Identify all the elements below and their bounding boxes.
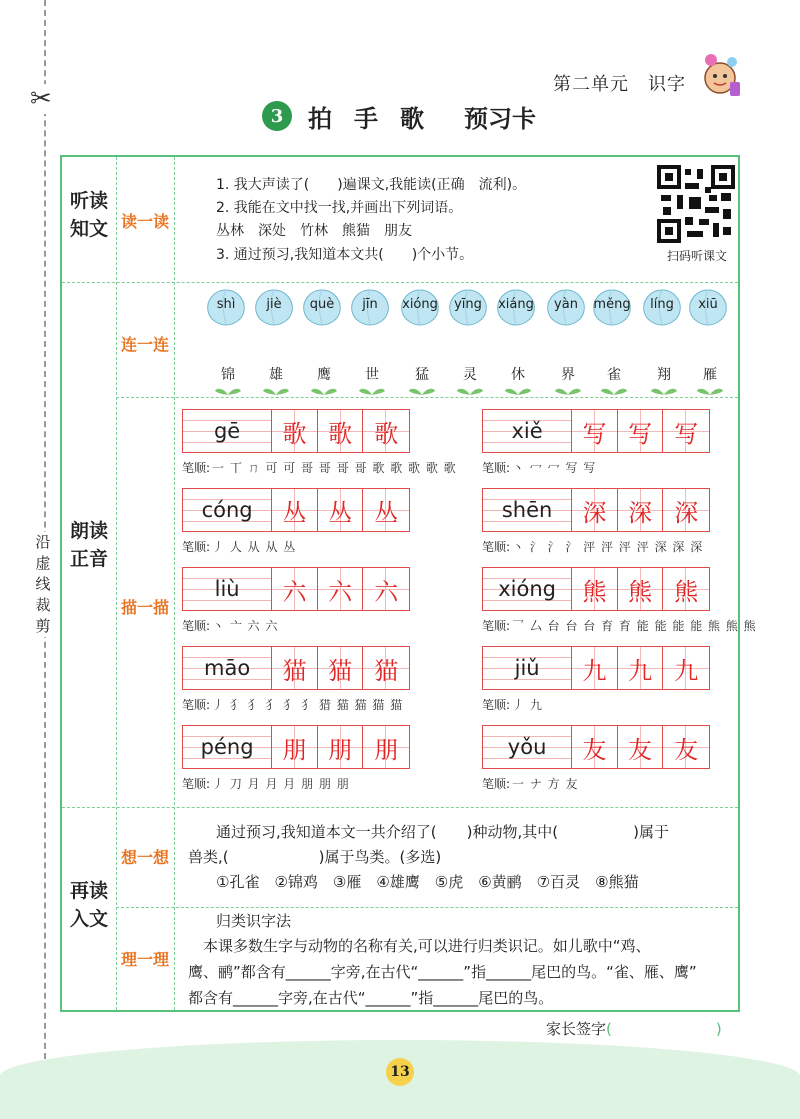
pinyin-cell: gē [183, 410, 272, 452]
trace-box[interactable] [482, 646, 710, 690]
word-list: 丛林 深处 竹林 熊猫 朋友 [216, 223, 412, 239]
stroke-order [182, 775, 350, 792]
stroke-sequence: 一 ナ 方 友 [512, 777, 579, 791]
preview-card-label: 预习卡 [464, 103, 536, 133]
hanzi-sprout[interactable] [254, 364, 298, 396]
trace-box[interactable] [482, 567, 710, 611]
character-cell[interactable]: 丛 [318, 489, 364, 531]
character-cell[interactable]: 友 [572, 726, 618, 768]
character-cell[interactable]: 深 [618, 489, 664, 531]
cut-note: 沿虚线裁剪 [32, 532, 54, 637]
stroke-order [182, 538, 296, 555]
lesson-title [262, 98, 536, 134]
qr-code-icon[interactable] [657, 165, 735, 243]
stroke-sequence: 丶 冖 冖 写 写 [512, 461, 597, 475]
sprout-icon [649, 386, 679, 396]
pinyin-text: měng [593, 297, 631, 312]
sprout-icon [357, 386, 387, 396]
pinyin-peach[interactable] [446, 287, 490, 327]
stroke-order [482, 617, 757, 634]
worksheet-frame [60, 155, 757, 1012]
think-options: ①孔雀 ②锦鸡 ③雁 ④雄鹰 ⑤虎 ⑥黄鹂 ⑦百灵 ⑧熊猫 [216, 873, 639, 891]
hanzi-sprout[interactable] [350, 364, 394, 396]
hanzi-sprout[interactable] [206, 364, 250, 396]
sprout-icon [455, 386, 485, 396]
stroke-order [182, 617, 279, 634]
character-cell[interactable]: 朋 [318, 726, 364, 768]
hanzi-text: 世 [365, 367, 379, 383]
lesson-number: 3 [262, 101, 292, 131]
sub-title-think: 想一想 [120, 848, 169, 867]
hanzi-sprout[interactable] [302, 364, 346, 396]
hanzi-text: 界 [561, 367, 575, 383]
character-cell[interactable]: 六 [318, 568, 364, 610]
parent-signature[interactable]: 家长签字( ) [546, 1020, 722, 1038]
pinyin-peach[interactable] [348, 287, 392, 327]
sprout-icon [599, 386, 629, 396]
character-cell[interactable]: 猫 [363, 647, 409, 689]
character-cell[interactable]: 歌 [318, 410, 364, 452]
sign-label: 家长签字 [546, 1020, 607, 1038]
stroke-label: 笔顺: [182, 540, 211, 554]
lesson-name: 拍手歌 [308, 103, 446, 133]
pinyin-cell: shēn [483, 489, 572, 531]
stroke-sequence: 乛 厶 台 台 台 育 育 能 能 能 能 熊 熊 熊 [512, 619, 757, 633]
trace-box[interactable] [482, 488, 710, 532]
pinyin-cell: jiǔ [483, 647, 572, 689]
section-title-pronounce: 朗读正音 [69, 520, 108, 570]
stroke-sequence: 丶 氵 氵 氵 泙 泙 泙 泙 深 深 深 [512, 540, 704, 554]
stroke-order [482, 459, 596, 476]
hanzi-sprout[interactable] [448, 364, 492, 396]
sprout-icon [503, 386, 533, 396]
hanzi-text: 雀 [607, 367, 621, 383]
stroke-sequence: 丿 人 从 从 丛 [212, 540, 297, 554]
pinyin-peach[interactable] [686, 287, 730, 327]
pinyin-cell: māo [183, 647, 272, 689]
stroke-label: 笔顺: [182, 777, 211, 791]
sub-title-match: 连一连 [120, 335, 169, 354]
pinyin-text: jīn [362, 297, 378, 312]
stroke-label: 笔顺: [482, 540, 511, 554]
stroke-sequence: 丶 亠 六 六 [212, 619, 279, 633]
character-cell[interactable]: 歌 [363, 410, 409, 452]
pinyin-cell: yǒu [483, 726, 572, 768]
divider [62, 282, 738, 283]
trace-box[interactable] [182, 567, 410, 611]
hanzi-text: 雄 [269, 367, 283, 383]
divider [62, 807, 738, 808]
question-2: 2. 我能在文中找一找,并画出下列词语。 [216, 200, 463, 216]
sprout-icon [553, 386, 583, 396]
sort-heading: 归类识字法 [216, 912, 292, 930]
character-cell[interactable]: 猫 [318, 647, 364, 689]
hanzi-sprout[interactable] [546, 364, 590, 396]
pinyin-peach[interactable] [640, 287, 684, 327]
hanzi-sprout[interactable] [592, 364, 636, 396]
trace-box[interactable] [182, 409, 410, 453]
pinyin-text: què [309, 297, 335, 312]
character-cell[interactable]: 友 [663, 726, 709, 768]
pinyin-cell: xióng [483, 568, 572, 610]
stroke-order [482, 696, 543, 713]
stroke-sequence: 丿 犭 犭 犭 犭 犭 猎 猫 猫 猫 猫 [212, 698, 404, 712]
character-cell[interactable]: 朋 [363, 726, 409, 768]
pinyin-text: jiè [266, 297, 282, 312]
character-cell[interactable]: 六 [363, 568, 409, 610]
think-line-2: 兽类,( )属于鸟类。(多选) [188, 848, 442, 866]
divider [174, 157, 175, 1010]
pinyin-peach[interactable] [590, 287, 634, 327]
page-number: 13 [386, 1058, 414, 1086]
sprout-icon [695, 386, 725, 396]
hanzi-sprout[interactable] [642, 364, 686, 396]
stroke-label: 笔顺: [482, 698, 511, 712]
character-cell[interactable]: 猫 [272, 647, 318, 689]
stroke-label: 笔顺: [482, 777, 511, 791]
character-cell[interactable]: 写 [618, 410, 664, 452]
mascot-icon [700, 52, 742, 100]
sprout-icon [407, 386, 437, 396]
character-cell[interactable]: 九 [618, 647, 664, 689]
hanzi-text: 雁 [703, 367, 717, 383]
sub-title-read: 读一读 [120, 212, 169, 231]
character-cell[interactable]: 九 [663, 647, 709, 689]
pinyin-text: yīng [454, 297, 482, 312]
sprout-icon [309, 386, 339, 396]
trace-box[interactable] [182, 725, 410, 769]
pinyin-cell: xiě [483, 410, 572, 452]
divider [116, 397, 738, 398]
character-cell[interactable]: 熊 [663, 568, 709, 610]
stroke-order [482, 538, 703, 555]
stroke-label: 笔顺: [182, 698, 211, 712]
sort-line-2: 鹰、鹂”都含有______字旁,在古代“______”指______尾巴的鸟。“雀、雁、鹰” [188, 963, 697, 981]
pinyin-text: yàn [554, 297, 578, 312]
trace-box[interactable] [482, 725, 710, 769]
sub-title-sort: 理一理 [120, 950, 169, 969]
character-cell[interactable]: 九 [572, 647, 618, 689]
hanzi-sprout[interactable] [400, 364, 444, 396]
trace-box[interactable] [182, 646, 410, 690]
pinyin-text: líng [650, 297, 674, 312]
character-cell[interactable]: 歌 [272, 410, 318, 452]
hanzi-text: 锦 [221, 367, 235, 383]
hanzi-sprout[interactable] [688, 364, 732, 396]
divider [116, 157, 117, 1010]
character-cell[interactable]: 深 [572, 489, 618, 531]
pinyin-peach[interactable] [204, 287, 248, 327]
character-cell[interactable]: 丛 [272, 489, 318, 531]
character-cell[interactable]: 写 [572, 410, 618, 452]
question-3: 3. 通过预习,我知道本文共( )个小节。 [216, 247, 474, 263]
hanzi-text: 翔 [657, 367, 671, 383]
pinyin-text: shì [216, 297, 236, 312]
character-cell[interactable]: 丛 [363, 489, 409, 531]
hanzi-text: 灵 [463, 367, 477, 383]
qr-label: 扫码听课文 [666, 249, 727, 263]
section-title-reread: 再读入文 [69, 880, 108, 930]
think-line-1: 通过预习,我知道本文一共介绍了( )种动物,其中( )属于 [216, 823, 669, 841]
pinyin-peach[interactable] [544, 287, 588, 327]
hanzi-text: 鹰 [317, 367, 331, 383]
question-1: 1. 我大声读了( )遍课文,我能读(正确 流利)。 [216, 177, 527, 193]
pinyin-peach[interactable] [494, 287, 538, 327]
section-title-listen: 听读知文 [69, 190, 108, 240]
stroke-order [182, 459, 457, 476]
trace-box[interactable] [482, 409, 710, 453]
sprout-icon [261, 386, 291, 396]
scissors-icon: ✂ [30, 84, 52, 114]
stroke-order [482, 775, 579, 792]
stroke-label: 笔顺: [482, 461, 511, 475]
hanzi-text: 猛 [415, 367, 429, 383]
stroke-label: 笔顺: [482, 619, 511, 633]
pinyin-peach[interactable] [300, 287, 344, 327]
pinyin-peach[interactable] [398, 287, 442, 327]
pinyin-text: xiáng [498, 297, 534, 312]
character-cell[interactable]: 熊 [572, 568, 618, 610]
sprout-icon [213, 386, 243, 396]
character-cell[interactable]: 熊 [618, 568, 664, 610]
hanzi-text: 休 [511, 367, 525, 383]
pinyin-text: xiū [698, 297, 718, 312]
stroke-order [182, 696, 403, 713]
stroke-label: 笔顺: [182, 461, 211, 475]
pinyin-cell: péng [183, 726, 272, 768]
sub-title-trace: 描一描 [120, 598, 169, 617]
pinyin-cell: cóng [183, 489, 272, 531]
pinyin-peach[interactable] [252, 287, 296, 327]
stroke-sequence: 一 丅 ㄇ 可 可 哥 哥 哥 哥 歌 歌 歌 歌 歌 [212, 461, 457, 475]
hanzi-sprout[interactable] [496, 364, 540, 396]
stroke-label: 笔顺: [182, 619, 211, 633]
sort-line-1: 本课多数生字与动物的名称有关,可以进行归类识记。如儿歌中“鸡、 [188, 937, 651, 955]
character-cell[interactable]: 友 [618, 726, 664, 768]
stroke-sequence: 丿 九 [512, 698, 543, 712]
trace-box[interactable] [182, 488, 410, 532]
pinyin-cell: liù [183, 568, 272, 610]
pinyin-text: xióng [402, 297, 438, 312]
sort-line-3: 都含有______字旁,在古代“______”指______尾巴的鸟。 [188, 989, 554, 1007]
stroke-sequence: 丿 刀 月 月 月 朋 朋 朋 [212, 777, 350, 791]
character-cell[interactable]: 朋 [272, 726, 318, 768]
divider [116, 907, 738, 908]
unit-label: 第二单元 识字 [553, 74, 686, 95]
character-cell[interactable]: 深 [663, 489, 709, 531]
character-cell[interactable]: 写 [663, 410, 709, 452]
character-cell[interactable]: 六 [272, 568, 318, 610]
